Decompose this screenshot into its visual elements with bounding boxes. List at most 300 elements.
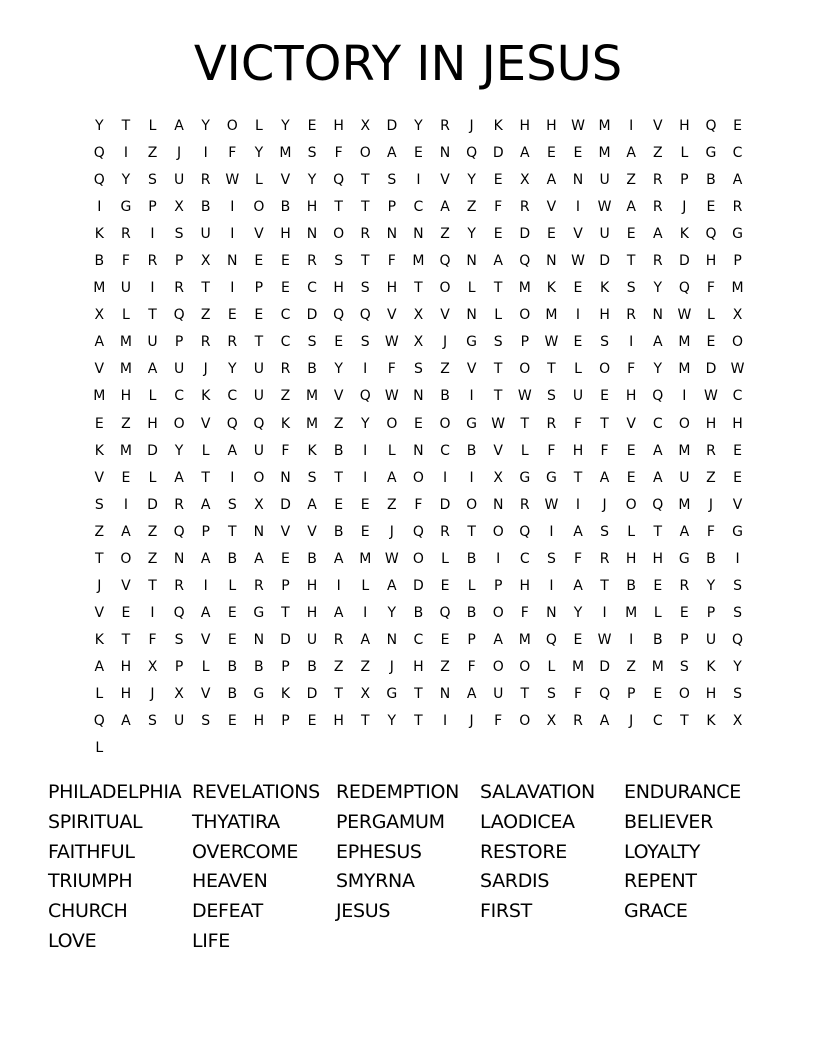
grid-letter[interactable]: J xyxy=(150,685,155,702)
grid-letter[interactable]: Y xyxy=(653,361,663,378)
grid-letter[interactable]: S xyxy=(174,631,184,648)
grid-letter[interactable]: P xyxy=(626,685,636,702)
grid-letter[interactable]: T xyxy=(493,388,503,405)
grid-letter[interactable]: P xyxy=(281,577,290,594)
grid-letter[interactable]: Q xyxy=(359,307,371,324)
grid-letter[interactable]: T xyxy=(360,172,370,189)
grid-letter[interactable]: B xyxy=(307,658,317,675)
grid-letter[interactable]: N xyxy=(466,307,477,324)
grid-letter[interactable]: A xyxy=(200,604,211,621)
grid-letter[interactable]: X xyxy=(94,307,105,324)
grid-letter[interactable]: I xyxy=(230,469,235,486)
grid-letter[interactable]: V xyxy=(573,226,583,243)
grid-letter[interactable]: X xyxy=(732,307,743,324)
grid-letter[interactable]: L xyxy=(707,307,715,324)
grid-letter[interactable]: H xyxy=(306,577,318,594)
grid-letter[interactable]: O xyxy=(412,550,424,567)
grid-letter[interactable]: R xyxy=(200,334,211,351)
grid-letter[interactable]: H xyxy=(625,388,637,405)
grid-letter[interactable]: N xyxy=(173,550,185,567)
grid-letter[interactable]: Q xyxy=(253,415,265,432)
grid-letter[interactable]: M xyxy=(651,658,664,675)
grid-letter[interactable]: Q xyxy=(705,226,717,243)
grid-letter[interactable]: C xyxy=(440,442,450,459)
grid-letter[interactable]: Q xyxy=(652,496,664,513)
grid-letter[interactable]: R xyxy=(121,226,131,243)
grid-letter[interactable]: N xyxy=(439,145,451,162)
grid-letter[interactable]: O xyxy=(120,550,132,567)
grid-letter[interactable]: Q xyxy=(333,172,345,189)
grid-letter[interactable]: D xyxy=(306,685,318,702)
grid-letter[interactable]: X xyxy=(520,172,530,189)
grid-letter[interactable]: Y xyxy=(414,118,423,134)
grid-letter[interactable]: M xyxy=(359,550,372,567)
grid-letter[interactable]: Y xyxy=(307,172,317,189)
grid-letter[interactable]: W xyxy=(544,334,559,351)
grid-letter[interactable]: L xyxy=(680,145,689,162)
grid-letter[interactable]: Y xyxy=(733,658,742,675)
grid-letter[interactable]: B xyxy=(200,199,211,216)
grid-letter[interactable]: W xyxy=(597,631,612,648)
grid-letter[interactable]: N xyxy=(652,307,663,324)
grid-letter[interactable]: Q xyxy=(599,685,611,702)
grid-letter[interactable]: K xyxy=(706,713,716,730)
grid-letter[interactable]: E xyxy=(227,713,237,730)
grid-letter[interactable]: H xyxy=(679,118,690,134)
grid-letter[interactable]: H xyxy=(120,658,132,675)
grid-letter[interactable]: R xyxy=(519,496,530,513)
grid-letter[interactable]: B xyxy=(466,550,477,567)
grid-letter[interactable]: U xyxy=(599,172,610,189)
grid-letter[interactable]: I xyxy=(150,604,155,621)
grid-letter[interactable]: R xyxy=(174,577,184,594)
grid-letter[interactable]: J xyxy=(469,118,474,134)
grid-letter[interactable]: O xyxy=(519,307,531,324)
grid-letter[interactable]: S xyxy=(546,388,556,405)
grid-letter[interactable]: C xyxy=(413,631,424,648)
grid-letter[interactable]: I xyxy=(203,577,208,594)
grid-letter[interactable]: I xyxy=(123,496,128,513)
grid-letter[interactable]: M xyxy=(625,604,638,621)
grid-letter[interactable]: J xyxy=(602,496,607,513)
grid-letter[interactable]: T xyxy=(334,685,343,702)
grid-letter[interactable]: P xyxy=(174,253,184,270)
grid-letter[interactable]: F xyxy=(334,145,343,162)
grid-letter[interactable]: O xyxy=(253,199,265,216)
grid-letter[interactable]: Q xyxy=(705,118,717,134)
grid-letter[interactable]: T xyxy=(414,685,423,702)
grid-letter[interactable]: H xyxy=(386,280,398,297)
grid-letter[interactable]: T xyxy=(148,577,157,594)
grid-letter[interactable]: U xyxy=(200,226,211,243)
grid-letter[interactable]: O xyxy=(519,713,531,730)
grid-letter[interactable]: G xyxy=(253,604,265,621)
grid-letter[interactable]: S xyxy=(307,469,317,486)
grid-letter[interactable]: P xyxy=(281,658,290,675)
grid-letter[interactable]: Z xyxy=(387,496,397,513)
grid-letter[interactable]: Z xyxy=(147,523,158,540)
grid-letter[interactable]: M xyxy=(306,415,319,432)
grid-letter[interactable]: V xyxy=(732,496,743,513)
grid-letter[interactable]: H xyxy=(519,118,531,134)
grid-letter[interactable]: T xyxy=(201,469,210,486)
grid-letter[interactable]: P xyxy=(680,631,689,648)
grid-letter[interactable]: E xyxy=(626,442,636,459)
grid-letter[interactable]: U xyxy=(679,469,690,486)
grid-letter[interactable]: A xyxy=(387,145,397,162)
grid-letter[interactable]: H xyxy=(625,550,637,567)
grid-letter[interactable]: L xyxy=(441,550,449,567)
grid-letter[interactable]: P xyxy=(493,577,503,594)
grid-letter[interactable]: Y xyxy=(174,442,184,459)
grid-letter[interactable]: M xyxy=(571,658,585,675)
grid-letter[interactable]: Z xyxy=(200,307,211,324)
grid-letter[interactable]: H xyxy=(705,415,717,432)
grid-letter[interactable]: K xyxy=(546,280,556,297)
grid-letter[interactable]: H xyxy=(280,226,291,243)
grid-letter[interactable]: T xyxy=(95,550,104,567)
grid-letter[interactable]: E xyxy=(121,604,131,621)
grid-letter[interactable]: S xyxy=(227,496,237,513)
grid-letter[interactable]: E xyxy=(573,145,583,162)
grid-letter[interactable]: Q xyxy=(333,307,345,324)
grid-letter[interactable]: V xyxy=(94,469,105,486)
grid-letter[interactable]: P xyxy=(680,172,689,189)
grid-letter[interactable]: A xyxy=(520,145,530,162)
grid-letter[interactable]: R xyxy=(519,199,530,216)
grid-letter[interactable]: E xyxy=(626,226,636,243)
grid-letter[interactable]: T xyxy=(148,307,157,324)
grid-letter[interactable]: F xyxy=(573,685,583,702)
grid-letter[interactable]: O xyxy=(333,226,345,243)
grid-letter[interactable]: B xyxy=(280,199,291,216)
grid-letter[interactable]: Y xyxy=(387,604,397,621)
grid-letter[interactable]: A xyxy=(626,199,636,216)
grid-letter[interactable]: A xyxy=(333,550,344,567)
grid-letter[interactable]: U xyxy=(173,713,185,730)
grid-letter[interactable]: I xyxy=(575,307,581,324)
grid-letter[interactable]: N xyxy=(466,253,477,270)
grid-letter[interactable]: J xyxy=(389,523,394,540)
grid-letter[interactable]: H xyxy=(306,604,318,621)
grid-letter[interactable]: H xyxy=(253,713,265,730)
grid-letter[interactable]: V xyxy=(121,577,131,594)
grid-letter[interactable]: O xyxy=(466,496,478,513)
grid-letter[interactable]: B xyxy=(626,577,636,594)
grid-letter[interactable]: A xyxy=(227,442,238,459)
grid-letter[interactable]: A xyxy=(652,469,663,486)
grid-letter[interactable]: Y xyxy=(334,361,343,378)
grid-letter[interactable]: T xyxy=(520,415,530,432)
grid-letter[interactable]: N xyxy=(546,604,557,621)
grid-letter[interactable]: V xyxy=(546,199,557,216)
grid-letter[interactable]: I xyxy=(549,577,554,594)
grid-letter[interactable]: H xyxy=(705,685,717,702)
grid-letter[interactable]: T xyxy=(254,334,264,351)
grid-letter[interactable]: L xyxy=(574,361,582,378)
grid-letter[interactable]: M xyxy=(93,388,106,405)
grid-letter[interactable]: N xyxy=(413,442,424,459)
grid-letter[interactable]: V xyxy=(254,226,264,243)
grid-letter[interactable]: L xyxy=(547,658,556,675)
grid-letter[interactable]: Q xyxy=(359,388,371,405)
grid-letter[interactable]: Z xyxy=(280,388,291,405)
grid-letter[interactable]: J xyxy=(97,577,102,594)
grid-letter[interactable]: A xyxy=(573,523,583,540)
grid-letter[interactable]: E xyxy=(360,496,370,513)
grid-letter[interactable]: R xyxy=(546,415,557,432)
grid-letter[interactable]: Z xyxy=(440,361,450,378)
grid-letter[interactable]: L xyxy=(520,442,529,459)
grid-letter[interactable]: E xyxy=(600,388,609,405)
grid-letter[interactable]: A xyxy=(732,172,743,189)
grid-letter[interactable]: P xyxy=(174,334,184,351)
grid-letter[interactable]: H xyxy=(333,713,344,730)
grid-letter[interactable]: Q xyxy=(173,523,185,540)
grid-letter[interactable]: C xyxy=(732,145,743,162)
grid-letter[interactable]: N xyxy=(386,631,398,648)
grid-letter[interactable]: L xyxy=(201,658,210,675)
grid-letter[interactable]: B xyxy=(440,388,450,405)
grid-letter[interactable]: F xyxy=(573,415,583,432)
grid-letter[interactable]: E xyxy=(334,496,344,513)
grid-letter[interactable]: Y xyxy=(653,280,663,297)
grid-letter[interactable]: Q xyxy=(412,523,424,540)
grid-letter[interactable]: T xyxy=(281,604,290,621)
grid-letter[interactable]: M xyxy=(119,361,132,378)
grid-letter[interactable]: P xyxy=(281,713,290,730)
grid-letter[interactable]: S xyxy=(413,361,423,378)
grid-letter[interactable]: G xyxy=(386,685,398,702)
grid-letter[interactable]: Z xyxy=(333,658,344,675)
grid-letter[interactable]: K xyxy=(599,280,610,297)
grid-letter[interactable]: I xyxy=(442,469,448,486)
grid-letter[interactable]: E xyxy=(733,118,742,134)
grid-letter[interactable]: T xyxy=(121,631,131,648)
grid-letter[interactable]: S xyxy=(387,172,397,189)
grid-letter[interactable]: C xyxy=(413,199,424,216)
grid-letter[interactable]: I xyxy=(230,280,235,297)
grid-letter[interactable]: S xyxy=(307,145,317,162)
grid-letter[interactable]: M xyxy=(678,361,691,378)
grid-letter[interactable]: I xyxy=(629,118,634,134)
grid-letter[interactable]: P xyxy=(174,658,184,675)
grid-letter[interactable]: Z xyxy=(626,658,636,675)
grid-letter[interactable]: F xyxy=(387,361,396,378)
grid-letter[interactable]: I xyxy=(602,604,607,621)
grid-letter[interactable]: Y xyxy=(467,226,476,243)
grid-letter[interactable]: R xyxy=(706,442,716,459)
grid-letter[interactable]: N xyxy=(572,172,584,189)
grid-letter[interactable]: X xyxy=(360,118,371,134)
grid-letter[interactable]: X xyxy=(493,469,503,486)
grid-letter[interactable]: E xyxy=(227,307,237,324)
grid-letter[interactable]: U xyxy=(147,334,158,351)
grid-letter[interactable]: S xyxy=(733,577,742,594)
grid-letter[interactable]: T xyxy=(547,361,556,378)
grid-letter[interactable]: M xyxy=(518,280,531,297)
grid-letter[interactable]: E xyxy=(360,523,370,540)
grid-letter[interactable]: E xyxy=(94,415,104,432)
grid-letter[interactable]: A xyxy=(333,604,344,621)
grid-letter[interactable]: V xyxy=(307,523,317,540)
grid-letter[interactable]: L xyxy=(494,307,503,324)
grid-letter[interactable]: P xyxy=(733,253,742,270)
grid-letter[interactable]: L xyxy=(148,118,157,134)
grid-letter[interactable]: M xyxy=(306,388,319,405)
grid-letter[interactable]: U xyxy=(120,280,132,297)
grid-letter[interactable]: P xyxy=(467,631,476,648)
grid-letter[interactable]: Z xyxy=(626,172,636,189)
grid-letter[interactable]: N xyxy=(413,226,424,243)
grid-letter[interactable]: S xyxy=(600,334,610,351)
grid-letter[interactable]: D xyxy=(280,631,291,648)
grid-letter[interactable]: I xyxy=(469,388,474,405)
grid-letter[interactable]: K xyxy=(307,442,317,459)
grid-letter[interactable]: V xyxy=(493,442,503,459)
grid-letter[interactable]: U xyxy=(572,388,584,405)
grid-letter[interactable]: T xyxy=(626,253,636,270)
grid-letter[interactable]: D xyxy=(306,307,318,324)
grid-letter[interactable]: Q xyxy=(732,631,744,648)
grid-letter[interactable]: D xyxy=(519,226,531,243)
grid-letter[interactable]: J xyxy=(442,334,448,351)
grid-letter[interactable]: N xyxy=(227,253,238,270)
grid-letter[interactable]: S xyxy=(546,685,556,702)
grid-letter[interactable]: A xyxy=(254,550,264,567)
grid-letter[interactable]: H xyxy=(599,307,610,324)
grid-letter[interactable]: T xyxy=(573,469,583,486)
grid-letter[interactable]: O xyxy=(492,523,504,540)
grid-letter[interactable]: O xyxy=(412,469,424,486)
grid-letter[interactable]: P xyxy=(706,604,716,621)
grid-letter[interactable]: A xyxy=(573,577,583,594)
grid-letter[interactable]: A xyxy=(652,226,663,243)
grid-letter[interactable]: T xyxy=(360,253,370,270)
grid-letter[interactable]: V xyxy=(652,118,663,134)
grid-letter[interactable]: C xyxy=(280,334,291,351)
grid-letter[interactable]: M xyxy=(731,280,744,297)
grid-letter[interactable]: I xyxy=(363,469,368,486)
grid-letter[interactable]: H xyxy=(413,658,424,675)
grid-letter[interactable]: D xyxy=(492,145,504,162)
grid-letter[interactable]: E xyxy=(653,685,663,702)
grid-letter[interactable]: D xyxy=(386,118,398,134)
grid-letter[interactable]: B xyxy=(466,442,477,459)
grid-letter[interactable]: U xyxy=(173,361,185,378)
grid-letter[interactable]: J xyxy=(708,496,714,513)
grid-letter[interactable]: F xyxy=(573,550,583,567)
grid-letter[interactable]: W xyxy=(517,388,532,405)
grid-letter[interactable]: Q xyxy=(93,713,105,730)
grid-letter[interactable]: A xyxy=(174,118,184,134)
grid-letter[interactable]: R xyxy=(360,226,371,243)
grid-letter[interactable]: C xyxy=(174,388,184,405)
grid-letter[interactable]: S xyxy=(679,658,689,675)
grid-letter[interactable]: T xyxy=(201,280,210,297)
grid-letter[interactable]: R xyxy=(732,199,743,216)
grid-letter[interactable]: U xyxy=(493,685,504,702)
grid-letter[interactable]: K xyxy=(280,685,291,702)
grid-letter[interactable]: E xyxy=(733,469,742,486)
grid-letter[interactable]: L xyxy=(467,280,476,297)
grid-letter[interactable]: D xyxy=(599,253,610,270)
grid-letter[interactable]: G xyxy=(120,199,132,216)
grid-letter[interactable]: V xyxy=(440,307,450,324)
grid-letter[interactable]: A xyxy=(200,496,211,513)
grid-letter[interactable]: N xyxy=(280,469,291,486)
grid-letter[interactable]: R xyxy=(227,334,238,351)
grid-letter[interactable]: G xyxy=(253,685,265,702)
grid-letter[interactable]: V xyxy=(280,172,291,189)
grid-letter[interactable]: E xyxy=(626,469,636,486)
grid-letter[interactable]: H xyxy=(572,442,584,459)
grid-letter[interactable]: J xyxy=(203,361,208,378)
grid-letter[interactable]: B xyxy=(466,604,477,621)
grid-letter[interactable]: E xyxy=(493,226,503,243)
grid-letter[interactable]: S xyxy=(307,334,317,351)
grid-letter[interactable]: B xyxy=(254,658,264,675)
grid-letter[interactable]: R xyxy=(599,550,610,567)
grid-letter[interactable]: L xyxy=(653,604,662,621)
grid-letter[interactable]: A xyxy=(493,253,503,270)
grid-letter[interactable]: G xyxy=(732,226,743,243)
grid-letter[interactable]: S xyxy=(360,334,370,351)
grid-letter[interactable]: S xyxy=(334,253,344,270)
grid-letter[interactable]: K xyxy=(679,226,689,243)
grid-letter[interactable]: R xyxy=(652,172,663,189)
grid-letter[interactable]: L xyxy=(148,469,157,486)
grid-letter[interactable]: M xyxy=(412,253,425,270)
grid-letter[interactable]: T xyxy=(600,577,609,594)
grid-letter[interactable]: R xyxy=(440,523,450,540)
grid-letter[interactable]: E xyxy=(440,577,450,594)
grid-letter[interactable]: A xyxy=(147,361,158,378)
grid-letter[interactable]: I xyxy=(629,631,634,648)
grid-letter[interactable]: Y xyxy=(281,118,290,134)
grid-letter[interactable]: W xyxy=(384,388,399,405)
grid-letter[interactable]: I xyxy=(150,280,155,297)
grid-letter[interactable]: T xyxy=(653,523,663,540)
grid-letter[interactable]: L xyxy=(254,118,263,134)
grid-letter[interactable]: N xyxy=(439,685,451,702)
grid-letter[interactable]: M xyxy=(678,334,691,351)
grid-letter[interactable]: O xyxy=(732,334,744,351)
grid-letter[interactable]: U xyxy=(253,388,264,405)
grid-letter[interactable]: X xyxy=(147,658,158,675)
grid-letter[interactable]: S xyxy=(148,172,157,189)
grid-letter[interactable]: X xyxy=(360,685,371,702)
grid-letter[interactable]: I xyxy=(97,199,102,216)
grid-letter[interactable]: V xyxy=(280,523,291,540)
grid-letter[interactable]: W xyxy=(704,388,718,405)
grid-letter[interactable]: B xyxy=(333,523,344,540)
grid-letter[interactable]: V xyxy=(94,604,105,621)
grid-letter[interactable]: G xyxy=(519,469,531,486)
grid-letter[interactable]: M xyxy=(545,307,558,324)
grid-letter[interactable]: O xyxy=(173,415,185,432)
grid-letter[interactable]: J xyxy=(629,713,634,730)
grid-letter[interactable]: O xyxy=(253,469,265,486)
grid-letter[interactable]: T xyxy=(520,685,530,702)
grid-letter[interactable]: F xyxy=(494,713,503,730)
grid-letter[interactable]: A xyxy=(546,172,557,189)
grid-letter[interactable]: A xyxy=(94,658,105,675)
grid-letter[interactable]: V xyxy=(387,307,397,324)
grid-letter[interactable]: P xyxy=(148,199,157,216)
grid-letter[interactable]: S xyxy=(546,550,556,567)
grid-letter[interactable]: F xyxy=(627,361,636,378)
